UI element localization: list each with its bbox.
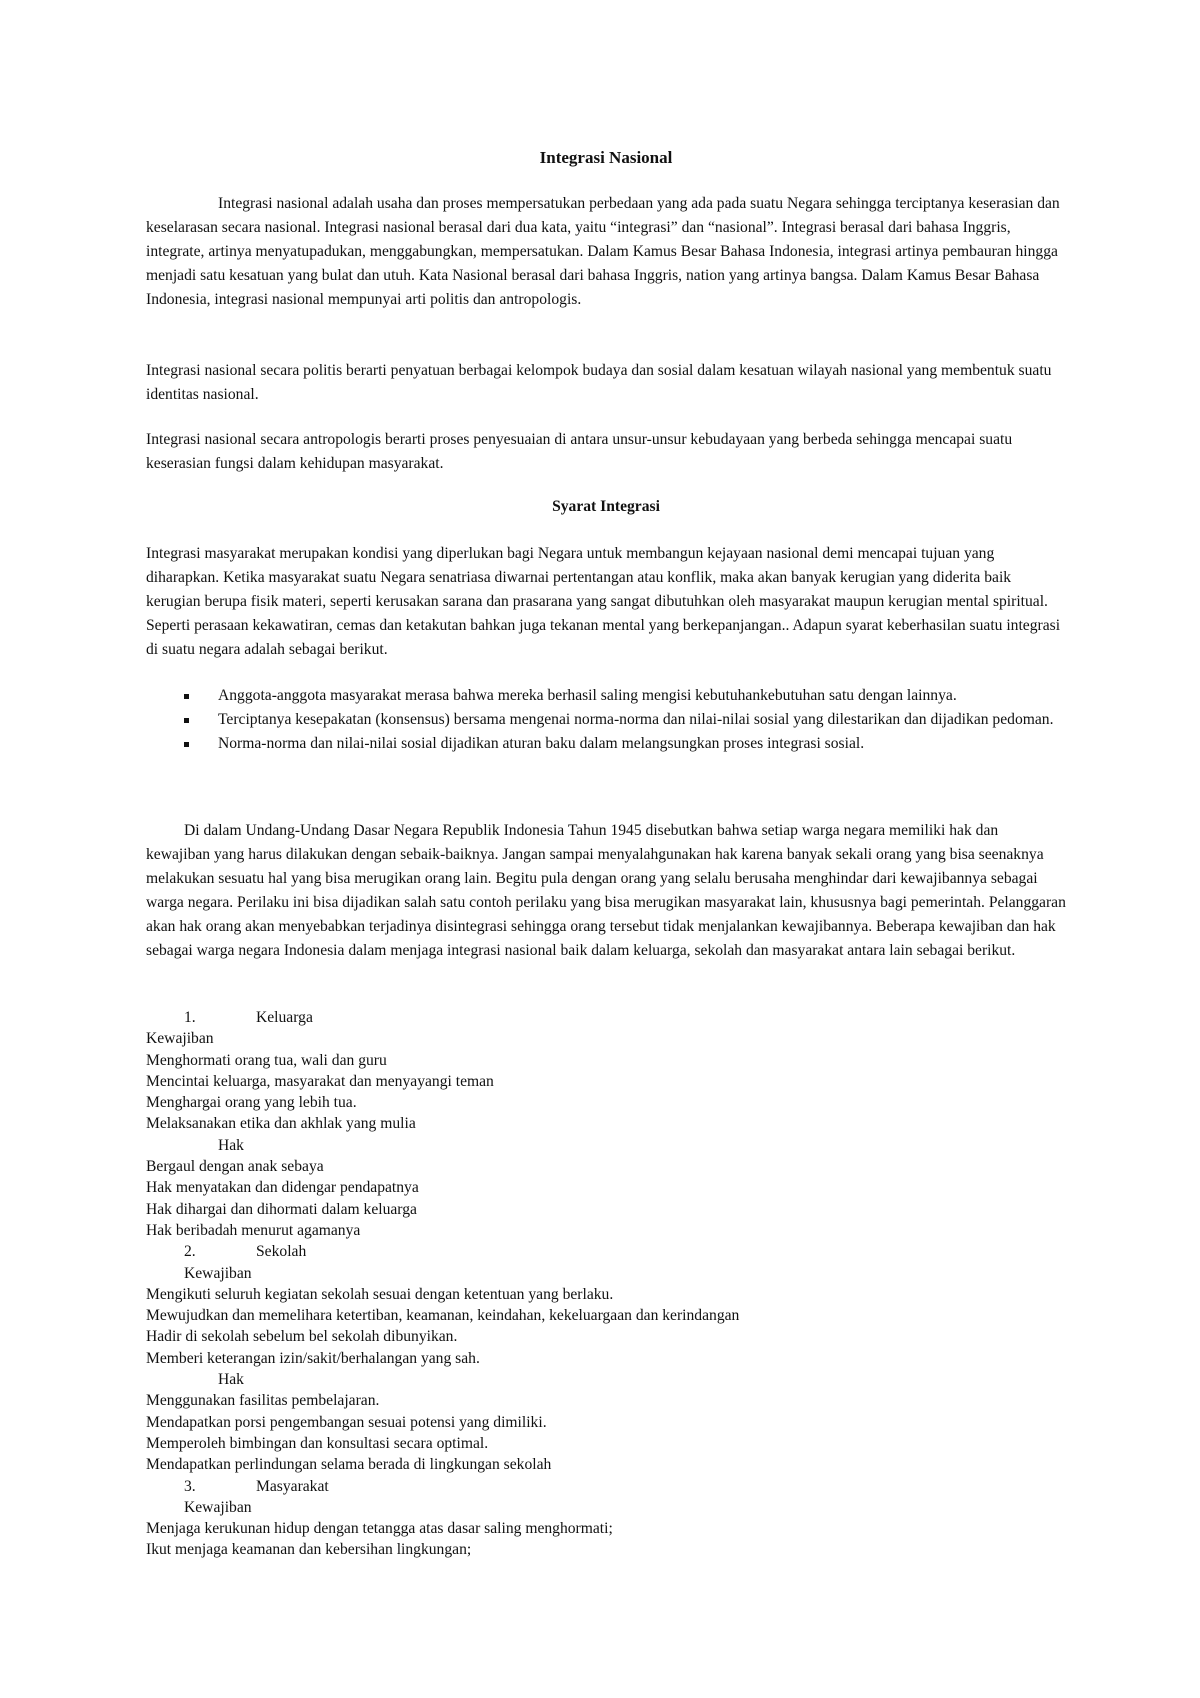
right-item: Hak beribadah menurut agamanya xyxy=(146,1221,361,1239)
bullet-icon xyxy=(184,718,189,723)
section-heading-sekolah xyxy=(146,1241,1066,1262)
right-item: Bergaul dengan anak sebaya xyxy=(146,1158,324,1176)
duty-item: Mencintai keluarga, masyarakat dan menyayangi teman xyxy=(146,1072,494,1090)
duty-item: Melaksanakan etika dan akhlak yang mulia xyxy=(146,1115,416,1133)
document-title: Integrasi Nasional xyxy=(539,148,673,167)
duty-item: Ikut menjaga keamanan dan kebersihan lingkungan; xyxy=(146,1541,472,1559)
right-item: Mendapatkan porsi pengembangan sesuai potensi yang dimiliki. xyxy=(146,1413,547,1431)
duties-label: Kewajiban xyxy=(184,1264,252,1282)
duty-item: Menghargai orang yang lebih tua. xyxy=(146,1094,357,1112)
constitution-paragraph: Di dalam Undang-Undang Dasar Negara Republik Indonesia Tahun 1945 disebutkan bahwa setiap warga negara memiliki hak dan kewajiban yang harus dilakukan dengan sebaik-baiknya. Jangan sampai menyalahgunakan hak karena banyak sekali orang yang bisa seenaknya melakukan sesuatu hal yang bisa merugikan orang lain. Begitu pula dengan orang yang selalu berusaha menghindar dari kewajibannya sebagai warga negara. Perilaku ini bisa dijadikan salah satu contoh perilaku yang bisa merugikan masyarakat lain, khususnya bagi pemerintah. Pelanggaran akan hak orang akan menyebabkan terjadinya disintegrasi sehingga orang tersebut tidak menjalankan kewajibannya. Beberapa kewajiban dan hak sebagai warga negara Indonesia dalam menjaga integrasi nasional baik dalam keluarga, sekolah dan masyarakat antara lain sebagai berikut. xyxy=(146,822,1066,959)
duties-label: Kewajiban xyxy=(146,1030,214,1048)
list-item-text: Terciptanya kesepakatan (konsensus) bersama mengenai norma-norma dan nilai-nilai sosial yang dilestarikan dan dijadikan pedoman. xyxy=(218,711,1054,728)
duty-item: Hadir di sekolah sebelum bel sekolah dibunyikan. xyxy=(146,1328,458,1346)
right-item: Memperoleh bimbingan dan konsultasi secara optimal. xyxy=(146,1434,489,1452)
bullet-icon xyxy=(184,694,189,699)
rights-duties-block xyxy=(146,1007,1066,1561)
rights-label: Hak xyxy=(218,1371,244,1389)
requirements-paragraph: Integrasi masyarakat merupakan kondisi yang diperlukan bagi Negara untuk membangun kejayaan nasional demi mencapai tujuan yang diharapkan. Ketika masyarakat suatu Negara senatriasa diwarnai pertentangan atau konflik, maka akan banyak kerugian yang diderita baik kerugian berupa fisik materi, seperti kerusakan sarana dan prasarana yang sangat dibutuhkan oleh masyarakat maupun kerugian mental spiritual. Seperti perasaan kekawatiran, cemas dan ketakutan bahkan juga tekanan mental yang berkepanjangan.. Adapun syarat keberhasilan suatu integrasi di suatu negara adalah sebagai berikut. xyxy=(146,545,1061,658)
requirements-list xyxy=(146,684,1066,756)
bullet-icon xyxy=(184,742,189,747)
duties-label: Kewajiban xyxy=(184,1498,252,1516)
duty-item: Menghormati orang tua, wali dan guru xyxy=(146,1051,387,1069)
list-item xyxy=(146,732,1066,756)
right-item: Hak menyatakan dan didengar pendapatnya xyxy=(146,1179,419,1197)
right-item: Hak dihargai dan dihormati dalam keluarga xyxy=(146,1200,417,1218)
section-heading-text: Masyarakat xyxy=(256,1477,329,1495)
section-number: 1. xyxy=(184,1009,196,1026)
list-item xyxy=(146,708,1066,732)
rights-label: Hak xyxy=(218,1136,244,1154)
section-subtitle: Syarat Integrasi xyxy=(552,498,660,515)
right-item: Mendapatkan perlindungan selama berada di lingkungan sekolah xyxy=(146,1456,552,1474)
section-heading-keluarga xyxy=(146,1007,1066,1028)
section-heading-text: Keluarga xyxy=(256,1009,313,1026)
section-number: 3. xyxy=(184,1477,196,1495)
right-item: Menggunakan fasilitas pembelajaran. xyxy=(146,1392,380,1410)
intro-paragraph: Integrasi nasional adalah usaha dan proses mempersatukan perbedaan yang ada pada suatu Negara sehingga terciptanya keserasian dan keselarasan secara nasional. Integrasi nasional berasal dari dua kata, yaitu “integrasi” dan “nasional”. Integrasi berasal dari bahasa Inggris, integrate, artinya menyatupadukan, menggabungkan, mempersatukan. Dalam Kamus Besar Bahasa Indonesia, integrasi artinya pembauran hingga menjadi satu kesatuan yang bulat dan utuh. Kata Nasional berasal dari bahasa Inggris, nation yang artinya bangsa. Dalam Kamus Besar Bahasa Indonesia, integrasi nasional mempunyai arti politis dan antropologis. xyxy=(146,195,1060,308)
list-item xyxy=(146,684,1066,708)
section-heading-masyarakat xyxy=(146,1476,1066,1497)
anthropological-paragraph: Integrasi nasional secara antropologis berarti proses penyesuaian di antara unsur-unsur kebudayaan yang berbeda sehingga mencapai suatu keserasian fungsi dalam kehidupan masyarakat. xyxy=(146,431,1013,472)
duty-item: Mewujudkan dan memelihara ketertiban, keamanan, keindahan, kekeluargaan dan kerindangan xyxy=(146,1307,740,1325)
duty-item: Mengikuti seluruh kegiatan sekolah sesuai dengan ketentuan yang berlaku. xyxy=(146,1285,614,1303)
list-item-text: Anggota-anggota masyarakat merasa bahwa mereka berhasil saling mengisi kebutuhankebutuhan satu dengan lainnya. xyxy=(218,687,957,704)
political-paragraph: Integrasi nasional secara politis berarti penyatuan berbagai kelompok budaya dan sosial dalam kesatuan wilayah nasional yang membentuk suatu identitas nasional. xyxy=(146,362,1052,403)
duty-item: Memberi keterangan izin/sakit/berhalangan yang sah. xyxy=(146,1349,480,1367)
list-item-text: Norma-norma dan nilai-nilai sosial dijadikan aturan baku dalam melangsungkan proses integrasi sosial. xyxy=(218,735,865,752)
section-heading-text: Sekolah xyxy=(256,1243,307,1261)
duty-item: Menjaga kerukunan hidup dengan tetangga atas dasar saling menghormati; xyxy=(146,1520,613,1538)
section-number: 2. xyxy=(184,1243,196,1261)
